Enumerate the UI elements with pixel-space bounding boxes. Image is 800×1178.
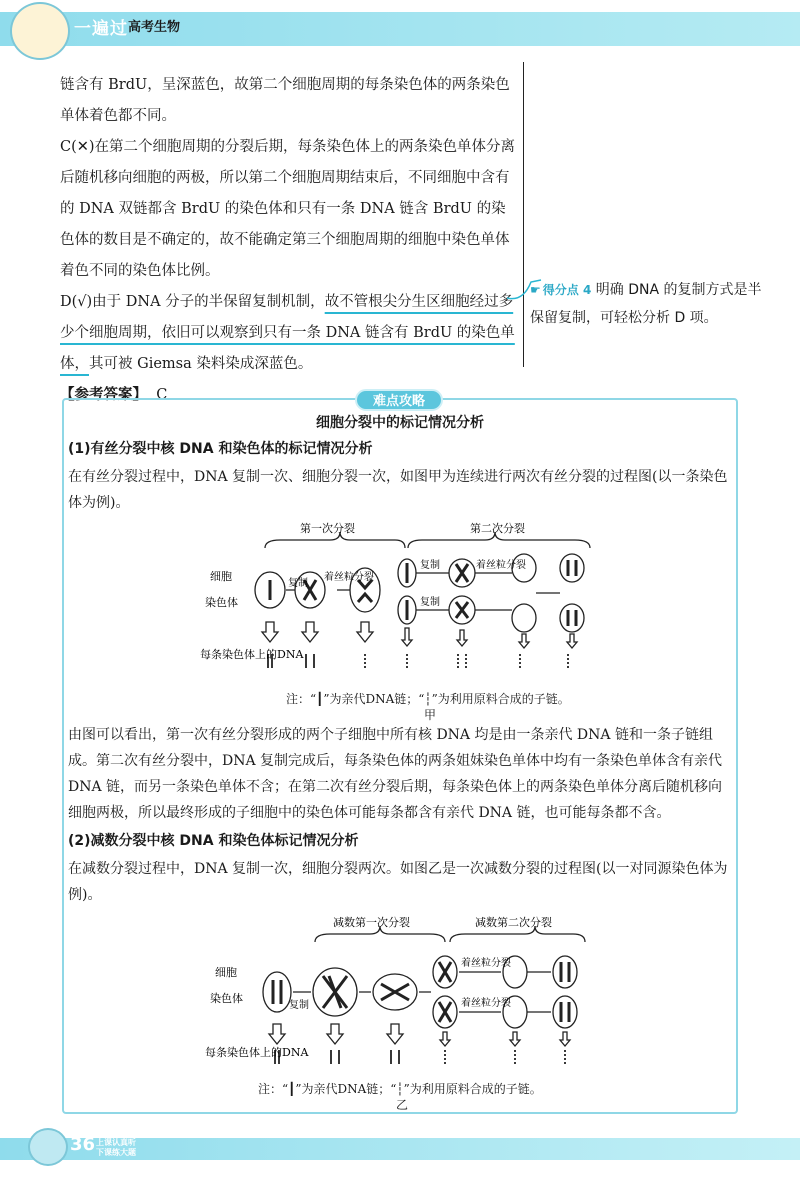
slogan-line-1: 上课认真听: [96, 1138, 136, 1147]
fig1-replicate-1: 复制: [288, 578, 308, 589]
fig2-label-second: 减数第二次分裂: [475, 916, 552, 929]
fig1-replicate-3: 复制: [420, 597, 440, 608]
fig1-label-second: 第二次分裂: [470, 522, 525, 535]
tips-title: 细胞分裂中的标记情况分析: [316, 415, 484, 431]
score-point-text: 明确 DNA 的复制方式是半保留复制，可轻松分析 D 项。: [530, 282, 762, 326]
section-2-intro: 在减数分裂过程中，DNA 复制一次，细胞分裂两次。如图乙是一次减数分裂的过程图(以一对同源染色体为例)。: [68, 861, 728, 903]
fig1-cell-label: 细胞: [210, 570, 232, 583]
fig1-note: 注：“┃”为亲代DNA链；“┆”为利用原料合成的子链。: [286, 692, 570, 706]
slogan-line-2: 下课练大题: [96, 1148, 136, 1157]
mascot-icon: [10, 2, 70, 60]
explanation-text: [60, 70, 518, 411]
hand-icon: ☛: [530, 283, 541, 297]
p3-underlined: 故不管根尖分生区细胞经过多少个细胞周期，依旧可以观察到只有一条 DNA 链含有 BrdU 的染色单体，: [60, 294, 515, 372]
fig2-split-2: 着丝粒分裂: [461, 998, 511, 1009]
page-header: [0, 0, 800, 62]
fig1-dna-label: 每条染色体上的DNA: [200, 648, 304, 661]
answer-label: 【参考答案】: [60, 387, 147, 403]
fig1-split-2: 着丝粒分裂: [476, 560, 526, 571]
fig2-chromosome-label: 染色体: [210, 992, 243, 1005]
fig2-dna-label: 每条染色体上的DNA: [205, 1046, 309, 1059]
page-number: 36: [70, 1134, 96, 1155]
section-1-intro: 在有丝分裂过程中，DNA 复制一次、细胞分裂一次，如图甲为连续进行两次有丝分裂的过程图(以一条染色体为例)。: [68, 469, 728, 511]
p3-plain: D(√)由于 DNA 分子的半保留复制机制，: [60, 294, 325, 310]
footer-slogan: [96, 1138, 136, 1158]
p3-tail: 其可被 Giemsa 染料染成深蓝色。: [89, 356, 313, 372]
tips-badge: 难点攻略: [355, 389, 443, 411]
section-2-heading: (2)减数分裂中核 DNA 和染色体标记情况分析: [68, 833, 359, 849]
paragraph-2: C(✕)在第二个细胞周期的分裂后期，每条染色体上的两条染色单体分离后随机移向细胞的两极，所以第二个细胞周期结束后，不同细胞中含有的 DNA 双链都含 BrdU 的染色体和只有一条 DNA 链含 BrdU 的染色体的数目是不确定的，故不能确定第三个细胞周期的细胞中染色单体着色不同的染色体比例。: [60, 139, 516, 279]
page-footer: [0, 1128, 800, 1168]
fig2-caption: 乙: [396, 1098, 409, 1112]
answer-value: C: [156, 387, 168, 403]
fig1-replicate-2: 复制: [420, 560, 440, 571]
fig2-cell-label: 细胞: [215, 966, 237, 979]
subject-title: 高考生物: [128, 20, 181, 35]
fig2-label-first: 减数第一次分裂: [333, 916, 410, 929]
figure-mitosis: [200, 518, 620, 688]
figure-meiosis: [205, 910, 605, 1080]
fig1-chromosome-label: 染色体: [205, 596, 238, 609]
brand-title: 一遍过: [74, 19, 128, 39]
section-1-heading: (1)有丝分裂中核 DNA 和染色体的标记情况分析: [68, 441, 373, 457]
fig1-caption: 甲: [424, 708, 437, 722]
score-point-note: [530, 276, 775, 332]
fig2-replicate: 复制: [289, 1000, 309, 1011]
paragraph-3: [60, 287, 518, 380]
section-1-conclusion: 由图可以看出，第一次有丝分裂形成的两个子细胞中所有核 DNA 均是由一条亲代 DNA 链和一条子链组成。第二次有丝分裂中，DNA 复制完成后，每条染色体的两条姐妹染色单体中均有一条染色单体含有亲代 DNA 链，而另一条染色单体不含；在第二次有丝分裂后期，每条染色体上的两条染色单体分离后随机移向细胞两极，所以最终形成的子细胞中的染色体可能每条都含有亲代 DNA 链，也可能每条都不含。: [68, 727, 723, 821]
column-divider: [523, 62, 524, 367]
fig2-split-1: 着丝粒分裂: [461, 958, 511, 969]
fig1-label-first: 第一次分裂: [300, 522, 355, 535]
footer-mascot-icon: [28, 1128, 68, 1166]
score-point-tag: 得分点 4: [542, 283, 592, 297]
paragraph-1: 链含有 BrdU，呈深蓝色，故第二个细胞周期的每条染色体的两条染色单体着色都不同。: [60, 77, 510, 124]
fig1-split-1: 着丝粒分裂: [324, 572, 374, 583]
fig2-note: 注：“┃”为亲代DNA链；“┆”为利用原料合成的子链。: [258, 1082, 542, 1096]
